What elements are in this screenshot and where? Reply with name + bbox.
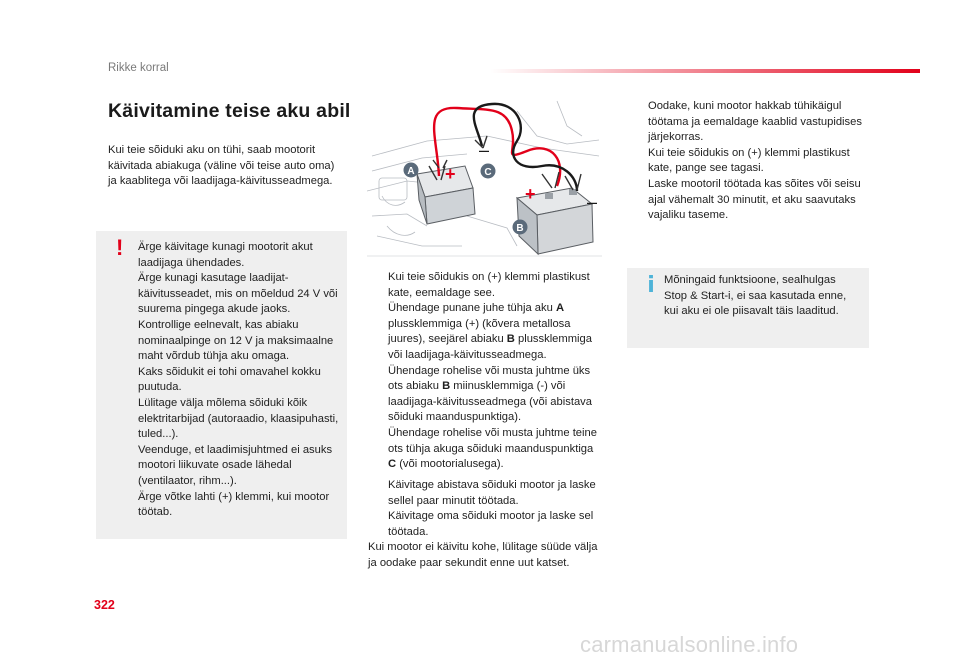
step-note: Kui mootor ei käivitu kohe, lülitage süüde välja ja oodake paar sekundit enne uut katset. (368, 541, 598, 569)
exclamation-icon: ! (116, 235, 124, 260)
step-item: Käivitage oma sõiduki mootor ja laske sel töötada. (388, 510, 594, 538)
step-item: Kui teie sõidukis on (+) klemmi plastikust kate, eemaldage see. (388, 271, 590, 299)
step-item: Kui teie sõidukis on (+) klemmi plastikust kate, pange see tagasi. (648, 146, 850, 175)
plus-mark-a: + (445, 164, 456, 184)
callout-c: C (484, 167, 492, 178)
header-accent-bar (490, 69, 920, 73)
info-icon: i (647, 273, 655, 298)
jump-start-illustration (367, 96, 602, 266)
intro-text: Kui teie sõiduki aku on tühi, saab mootorit käivitada abiakuga (väline või teise auto oma) ja kaablitega või laadijaga-käivitusseadmega. (108, 144, 335, 188)
step-item: Ühendage rohelise või musta juhtme teine ots tühja akuga sõiduki maanduspunktiga C (või mootorialusega). (388, 426, 597, 471)
plus-mark-b: + (525, 184, 536, 204)
page-title: Käivitamine teise aku abil (108, 100, 351, 122)
step-item: Käivitage abistava sõiduki mootor ja laske sellel paar minutit töötada. (388, 479, 596, 507)
callout-a: A (407, 166, 415, 177)
step-item: Ühendage punane juhe tühja aku A plussklemmiga (+) (kõvera metallosa juures), seejärel abiaku B plussklemmiga või laadijaga-käivitusseadmega. (388, 302, 592, 361)
steps-list-middle-2 (368, 478, 600, 572)
step-item: Ühendage rohelise või musta juhtme üks ots abiaku B miinusklemmiga (-) või laadijaga-käivitusseadmega (või abistava sõiduki maanduspunktiga). (388, 364, 592, 424)
info-text: Mõningaid funktsioone, sealhulgas Stop & Start-i, ei saa kasutada enne, kui aku ei ole piisavalt täis laaditud. (664, 274, 847, 318)
minus-mark-a: – (479, 140, 490, 160)
minus-mark-b: – (587, 192, 598, 212)
warning-text: Ärge käivitage kunagi mootorit akut laadijaga ühendades. Ärge kunagi kasutage laadijat-käivitusseadet, mis on mõeldud 24 V või suurema pingega akude jaoks. Kontrollige eelnevalt, kas abiaku nominaalpinge on 12 V ja maksimaalne maht võrdub tühja aku omaga. Kaks sõidukit ei tohi omavahel kokku puutuda. Lülitage välja mõlema sõiduki kõik elektritarbijad (autoraadio, klaasipuhasti, tuled...). Veenduge, et laadimisjuhtmed ei asuks mootori liikuvate osade lähedal (ventilaator, rihm...). Ärge võtke lahti (+) klemmi, kui mootor töötab. (138, 241, 339, 519)
callout-b: B (516, 223, 524, 234)
page-number: 322 (94, 598, 115, 612)
section-label: Rikke korral (108, 62, 169, 74)
step-item: Oodake, kuni mootor hakkab tühikäigul töötama ja eemaldage kaablid vastupidises järjekorras. (648, 100, 862, 144)
watermark: carmanualsonline.info (580, 632, 799, 657)
step-item: Laske mootoril töötada kas sõites või seisu ajal vähemalt 30 minutit, et aku saavutaks vajaliku taseme. (648, 177, 861, 222)
steps-list-right (628, 99, 873, 224)
steps-list-middle (368, 270, 600, 473)
